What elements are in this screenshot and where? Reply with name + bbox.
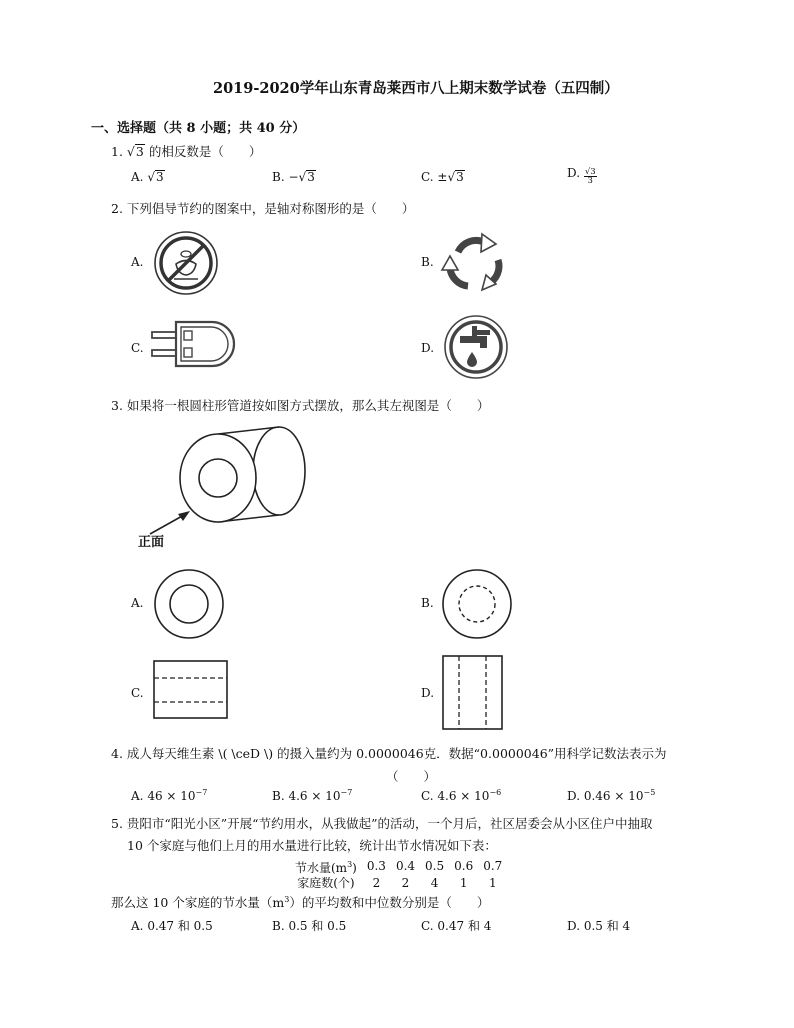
option-value: 0.5 和 4 [583, 919, 631, 933]
q2-option-c-label[interactable]: C. [131, 341, 144, 355]
q4-option-c[interactable] [421, 788, 501, 803]
option-letter: B. [272, 919, 285, 933]
header-text-end: ) [352, 861, 357, 875]
q5-option-d[interactable] [567, 917, 630, 934]
option-letter: B. [272, 170, 285, 184]
table-cell: 0.5 [425, 859, 445, 873]
fraction-numerator: √3 [584, 166, 596, 177]
q3-option-a-rings [153, 568, 225, 640]
sqrt-expression: √3 [298, 170, 315, 184]
q5-option-a[interactable] [131, 917, 213, 934]
question-text: 的相反数是（ ） [148, 144, 262, 159]
q2-option-b-label[interactable]: B. [421, 255, 434, 269]
water-tap-icon [442, 314, 510, 380]
question-2: 2. 下列倡导节约的图案中，是轴对称图形的是（ ） [111, 201, 415, 216]
q2-option-d-label[interactable]: D. [421, 341, 435, 355]
option-prefix: − [288, 170, 299, 184]
exponent: 3 [284, 895, 290, 904]
question-5-line-3 [111, 893, 489, 911]
exponent: −5 [643, 788, 656, 797]
option-value: 0.5 和 0.5 [288, 919, 347, 933]
no-waste-food-icon [152, 230, 220, 296]
front-view-label: 正面 [138, 535, 165, 550]
q2-option-a-label[interactable]: A. [131, 255, 144, 269]
q3-option-a-label[interactable]: A. [131, 596, 144, 610]
q4-option-b[interactable] [272, 788, 352, 803]
q4-option-a[interactable] [131, 788, 207, 803]
radicand: 3 [590, 166, 596, 177]
sqrt-expression: √3 [447, 170, 464, 184]
plug-icon [148, 318, 240, 370]
question-5-line-2: 10 个家庭与他们上月的用水量进行比较，统计出节水情况如下表： [127, 838, 497, 853]
question-text-end: ）的平均数和中位数分别是（ ） [289, 895, 490, 910]
radicand: 3 [307, 170, 315, 184]
fraction [584, 168, 597, 186]
table-cell: 0.6 [454, 859, 474, 873]
option-letter: C. [421, 170, 434, 184]
fraction-denominator: 3 [587, 176, 593, 186]
sqrt-expression: √3 [147, 170, 164, 184]
option-value: 0.47 和 4 [437, 919, 492, 933]
recycle-arrows-icon [438, 228, 510, 298]
q3-option-c-horizontal-rect [153, 660, 229, 720]
option-letter: C. [421, 789, 434, 803]
radicand: 3 [456, 170, 464, 184]
header-text: 节水量(m [295, 861, 348, 875]
table-cell: 2 [372, 876, 381, 890]
table-row [290, 857, 507, 876]
q3-option-d-label[interactable]: D. [421, 686, 435, 700]
table-cell: 1 [459, 876, 468, 890]
option-letter: D. [567, 166, 581, 180]
sqrt-expression: √3 [126, 144, 144, 159]
q3-option-d-vertical-rect [442, 655, 504, 731]
option-letter: A. [131, 170, 144, 184]
table-cell: 0.3 [366, 859, 386, 873]
option-letter: A. [131, 919, 144, 933]
table-row [290, 876, 507, 891]
q3-option-c-label[interactable]: C. [131, 686, 144, 700]
q3-option-b-dashed-ring [441, 568, 513, 640]
question-text: 那么这 10 个家庭的节水量（m [111, 895, 285, 910]
exam-title: 2019-2020学年山东青岛莱西市八上期末数学试卷（五四制） [213, 80, 619, 97]
q1-option-d[interactable] [567, 166, 597, 186]
option-value: 0.46 × 10 [583, 789, 644, 803]
radicand: 3 [155, 170, 164, 184]
answer-paren: （ ） [386, 769, 437, 784]
option-letter: D. [567, 789, 581, 803]
table-cell: 2 [401, 876, 410, 890]
q5-option-c[interactable] [421, 917, 491, 934]
question-1 [111, 142, 261, 160]
option-value: 4.6 × 10 [437, 789, 490, 803]
exponent: 3 [347, 860, 353, 869]
table-cell: 0.4 [395, 859, 416, 873]
exponent: −7 [195, 788, 208, 797]
table-row-header: 家庭数(个) [297, 876, 355, 890]
section-heading: 一、选择题（共 8 小题；共 40 分） [91, 121, 306, 136]
option-prefix: ± [437, 170, 448, 184]
option-value: 0.47 和 0.5 [147, 919, 213, 933]
question-4: 4. 成人每天维生素 \( \ceD \) 的摄入量约为 0.0000046克．数据“0.0000046”用科学记数法表示为 [111, 746, 667, 761]
table-row-header [290, 857, 362, 876]
q1-option-a[interactable] [131, 170, 165, 184]
option-letter: A. [131, 789, 144, 803]
water-saving-table [290, 857, 507, 891]
exponent: −6 [489, 788, 502, 797]
option-letter: D. [567, 919, 581, 933]
option-value: 4.6 × 10 [288, 789, 341, 803]
q4-option-d[interactable] [567, 788, 655, 803]
option-value: 46 × 10 [147, 789, 196, 803]
option-letter: B. [272, 789, 285, 803]
table-cell: 0.7 [483, 859, 503, 873]
question-5-line-1: 5. 贵阳市“阳光小区”开展“节约用水，从我做起”的活动，一个月后，社区居委会从小区住户中抽取 [111, 816, 653, 831]
table-cell: 4 [430, 876, 439, 890]
q3-option-b-label[interactable]: B. [421, 596, 434, 610]
question-3: 3. 如果将一根圆柱形管道按如图方式摆放，那么其左视图是（ ） [111, 398, 490, 413]
q1-option-b[interactable] [272, 170, 316, 184]
q1-option-c[interactable] [421, 170, 465, 184]
table-cell: 1 [488, 876, 497, 890]
exponent: −7 [340, 788, 353, 797]
question-number: 1. [111, 144, 123, 159]
option-letter: C. [421, 919, 434, 933]
q5-option-b[interactable] [272, 917, 346, 934]
radicand: 3 [135, 144, 144, 159]
